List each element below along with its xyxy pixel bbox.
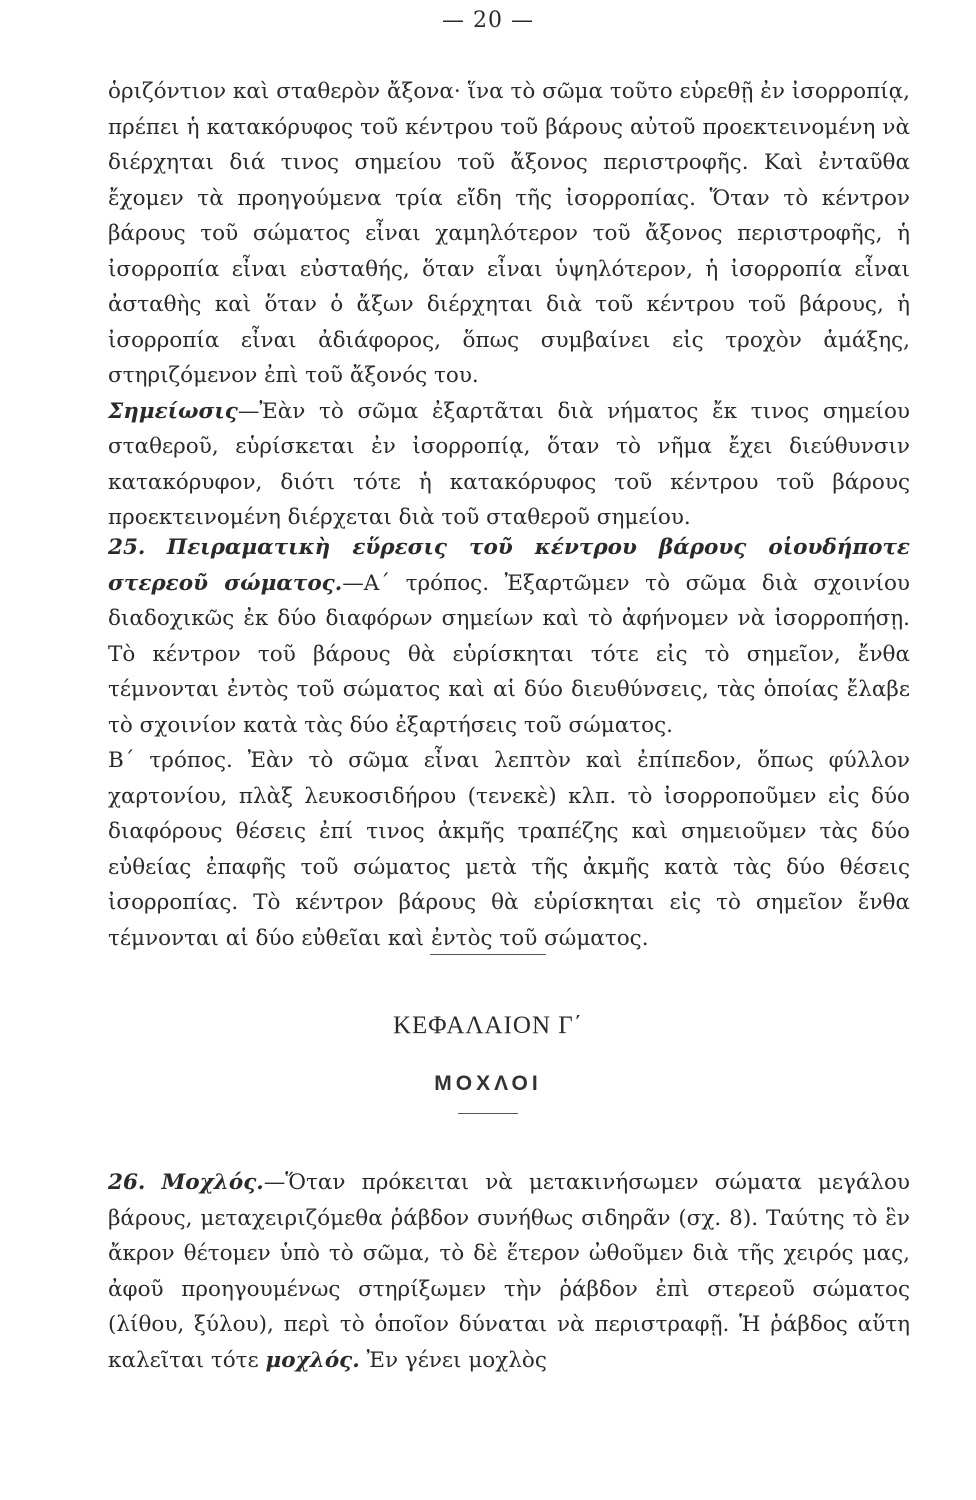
- section-26-text-2: Ἐν γένει μοχλὸς: [366, 1347, 547, 1373]
- section-25: [108, 530, 910, 956]
- paragraph-equilibrium: ὁριζόντιον καὶ σταθερὸν ἄξονα· ἵνα τὸ σῶμα τοῦτο εὑρεθῇ ἐν ἰσορροπίᾳ, πρέπει ἡ κατακόρυφος τοῦ κέντρου τοῦ βάρους αὐτοῦ προεκτεινομένη νὰ διέρχηται διά τινος σημείου τοῦ ἄξονος περιστροφῆς. Καὶ ἐνταῦθα ἔχομεν τὰ προηγούμενα τρία εἴδη τῆς ἰσορροπίας. Ὅταν τὸ κέντρον βάρους τοῦ σώματος εἶναι χαμηλότερον τοῦ ἄξονος περιστροφῆς, ἡ ἰσορροπία εἶναι εὐσταθής, ὅταν εἶναι ὑψηλότερον, ἡ ἰσορροπία εἶναι ἀσταθὴς καὶ ὅταν ὁ ἄξων διέρχηται διὰ τοῦ κέντρου τοῦ βάρους, ἡ ἰσορροπία εἶναι ἀδιάφορος, ὅπως συμβαίνει εἰς τροχὸν ἁμάξης, στηριζόμενον ἐπὶ τοῦ ἄξονός του.: [108, 79, 910, 388]
- chapter-title: ΚΕΦΑΛΑΙΟΝ Γ΄: [392, 1012, 584, 1039]
- section-26: [108, 1165, 910, 1378]
- note-label: Σημείωσις: [108, 398, 238, 424]
- method-b-label: Β΄ τρόπος.: [108, 748, 233, 773]
- lever-term: μοχλός.: [265, 1347, 360, 1373]
- section-26-heading: Μοχλός.: [161, 1170, 264, 1195]
- chapter-subtitle: ΜΟΧΛΟΙ: [434, 1072, 542, 1095]
- divider-top: [430, 954, 546, 955]
- section-25-number: 25.: [108, 535, 146, 560]
- section-25-heading: Πειραματικὴ εὕρεσις τοῦ κέντρου βάρους οἱουδήποτε στερεοῦ σώματος.: [108, 535, 910, 596]
- divider-chapter: [458, 1113, 518, 1114]
- section-26-paragraph: [108, 1165, 910, 1378]
- paragraph-block-top: [108, 74, 910, 536]
- method-a-text: Ἐξαρτῶμεν τὸ σῶμα διὰ σχοινίου διαδοχικῶς ἐκ δύο διαφόρων σημείων καὶ τὸ ἀφήνομεν νὰ ἰσορροπήσῃ. Τὸ κέντρον τοῦ βάρους θὰ εὑρίσκηται τότε εἰς τὸ σημεῖον, ἔνθα τέμνονται ἐντὸς τοῦ σώματος καὶ αἱ δύο διευθύνσεις, τὰς ὁποίας ἔλαβε τὸ σχοινίον κατὰ τὰς δύο ἐξαρτήσεις τοῦ σώματος.: [108, 570, 910, 738]
- method-b-text: Ἐὰν τὸ σῶμα εἶναι λεπτὸν καὶ ἐπίπεδον, ὅπως φύλλον χαρτονίου, πλὰξ λευκοσιδήρου (τενεκὲ) κλπ. τὸ ἰσορροποῦμεν εἰς δύο διαφόρους θέσεις ἐπί τινος ἀκμῆς τραπέζης καὶ σημειοῦμεν τὰς δύο εὐθείας ἐπαφῆς τοῦ σώματος μετὰ τῆς ἀκμῆς κατὰ τὰς δύο θέσεις ἰσορροπίας. Τὸ κέντρον βάρους θὰ εὑρίσκηται εἰς τὸ σημεῖον ἔνθα τέμνονται αἱ δύο εὐθεῖαι καὶ ἐντὸς τοῦ σώματος.: [108, 748, 910, 951]
- section-26-number: 26.: [108, 1170, 146, 1195]
- method-a-label: —Α΄ τρόπος.: [342, 570, 490, 596]
- section-26-text-1: —Ὅταν πρόκειται νὰ μετακινήσωμεν σώματα μεγάλου βάρους, μεταχειριζόμεθα ῥάβδον συνήθως σιδηρᾶν (σχ. 8). Ταύτης τὸ ἓν ἄκρον θέτομεν ὑπὸ τὸ σῶμα, τὸ δὲ ἕτερον ὠθοῦμεν διὰ τῆς χειρός μας, ἀφοῦ προηγουμένως στηρίξωμεν τὴν ῥάβδον ἐπὶ στερεοῦ σώματος (λίθου, ξύλου), περὶ τὸ ὁποῖον δύναται νὰ περιστραφῇ. Ἡ ῥάβδος αὕτη καλεῖται τότε: [108, 1170, 911, 1373]
- method-b-paragraph: [108, 743, 910, 956]
- note-text: —Ἐὰν τὸ σῶμα ἐξαρτᾶται διὰ νήματος ἔκ τινος σημείου σταθεροῦ, εὑρίσκεται ἐν ἰσορροπίᾳ, ὅταν τὸ νῆμα ἔχει διεύθυνσιν κατακόρυφον, διότι τότε ἡ κατακόρυφος τοῦ κέντρου τοῦ βάρους προεκτεινομένη διέρχεται διὰ τοῦ σταθεροῦ σημείου.: [108, 398, 910, 530]
- section-25-paragraph: [108, 530, 910, 743]
- note-paragraph: [108, 394, 910, 536]
- page-number: — 20 —: [442, 8, 534, 33]
